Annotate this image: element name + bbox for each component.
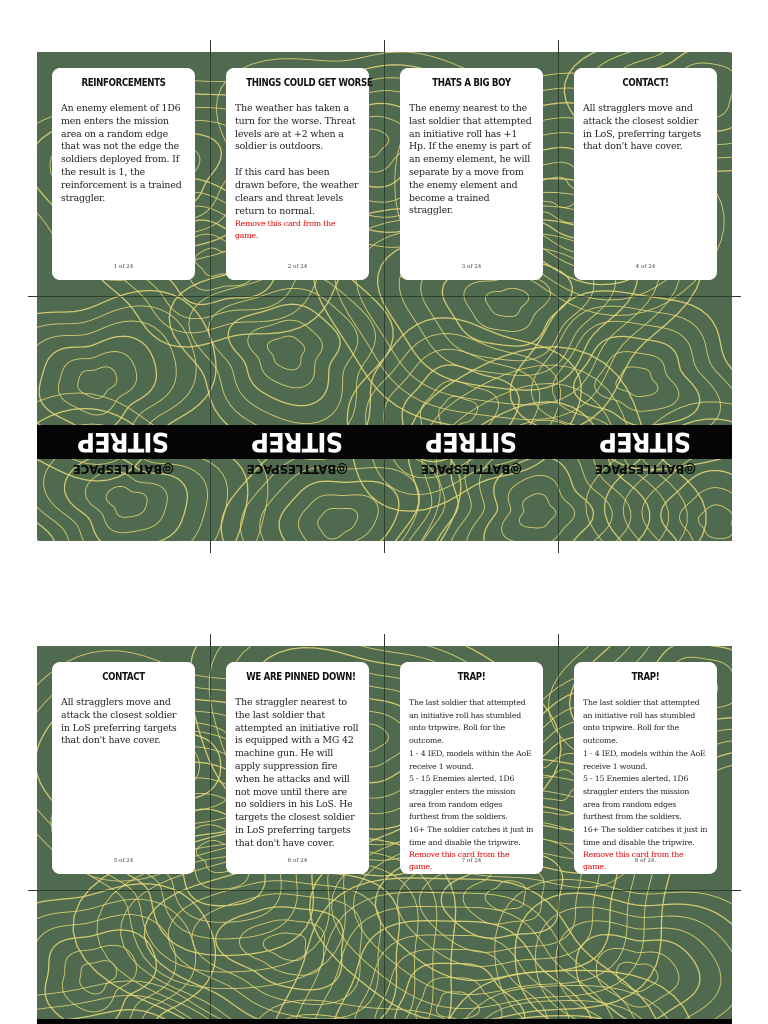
brand-wordmark [559,425,732,459]
card-text: An enemy element of 1D6 men enters the mission area on a random edge that was not the edge the soldiers deployed from. If the result is 1, the reinforcement is a trained straggler. [61,103,182,204]
contour-line [37,899,196,1024]
card-title: REINFORCEMENTS [81,77,166,89]
card-body [61,697,186,748]
event-card [52,662,195,874]
event-card [400,662,543,874]
card-text: The enemy nearest to the last soldier that attempted an initiative roll has +1 Hp. If the enemy is part of an enemy element, he will separate by a move from the enemy element and become a trained straggler. [409,103,532,217]
remove-card-note: Remove this card from the game. [583,850,684,872]
brand-word-text: SITREP [78,426,169,458]
brand-word-text: SITREP [252,426,343,458]
card-text: 1 - 4 IED, models within the AoE receive 1 wound. [583,748,706,771]
crop-mark [384,634,385,646]
brand-wordmark [385,425,558,459]
contour-line [168,881,381,1019]
contour-line [248,320,323,388]
crop-mark [732,296,741,297]
fold-line [210,646,211,1024]
card-number: 6 of 24 [287,858,308,864]
card-body [583,697,708,873]
contour-line [298,495,378,541]
card-number: 4 of 24 [635,264,656,270]
card-text: 16+ The soldier catches it just in time and disable the tripwire. [409,825,534,847]
card-text: 5 - 15 Enemies alerted, 1D6 straggler enters the mission area from random edges furthest from the soldiers. [409,774,516,822]
crop-mark [558,40,559,52]
card-body [235,697,360,851]
contour-line [596,948,679,1007]
card-number: 3 of 24 [461,264,482,270]
card-title: CONTACT [102,671,145,683]
contour-line [552,321,720,440]
card-text: All stragglers move and attack the closest soldier in LoS, preferring targets that don't have cover. [583,103,702,153]
fold-line [37,890,732,891]
card-text: 5 - 15 Enemies alerted, 1D6 straggler enters the mission area from random edges furthest from the soldiers. [583,774,690,822]
brand-wordmark [37,425,210,459]
card-title: CONTACT! [622,77,669,89]
card-text: The weather has taken a turn for the worse. Threat levels are at +2 when a soldier is outdoors. [235,103,356,153]
crop-mark [210,634,211,646]
event-card [52,68,195,280]
card-number: 7 of 24 [461,858,482,864]
publisher-logo [559,460,732,478]
brand-word-text: SITREP [426,426,517,458]
card-text: The last soldier that attempted an initiative roll has stumbled onto tripwire. Roll for the outcome. [409,698,526,746]
contour-line [502,475,575,541]
contour-line [335,970,705,1024]
contour-line [228,304,340,406]
contour-line [267,336,304,370]
publisher-logo [211,460,384,478]
card-body [61,103,186,205]
contour-line [80,961,117,994]
publisher-text: @BATTLESPACE [594,462,697,476]
crop-mark [28,296,37,297]
contour-line [519,494,556,528]
publisher-logo [37,460,210,478]
crop-mark [28,890,37,891]
contour-line [240,920,325,975]
contour-line [279,481,399,541]
event-card [400,68,543,280]
contour-line [144,868,399,1024]
card-sheet-bottom [37,646,732,1024]
card-text: The last soldier that attempted an initiative roll has stumbled onto tripwire. Roll for the outcome. [583,698,700,746]
card-text: 16+ The soldier catches it just in time and disable the tripwire. [583,825,708,847]
card-title: THATS A BIG BOY [432,77,511,89]
fold-line [384,646,385,1024]
brand-word-text: SITREP [600,426,691,458]
fold-line [558,646,559,1024]
contour-line [121,855,419,1024]
card-body [409,103,534,218]
publisher-text: @BATTLESPACE [72,462,175,476]
contour-line [464,275,551,332]
crop-mark [210,40,211,52]
contour-line [62,945,136,1012]
card-text: All stragglers move and attack the closest soldier in LoS preferring targets that don't have cover. [61,697,177,747]
card-sheet-top [37,52,732,541]
fold-line [37,296,732,297]
crop-mark [210,541,211,553]
brand-band [37,1019,732,1024]
contour-line [39,336,156,431]
card-text: The straggler nearest to the last soldier that attempted an initiative roll is equipped with a MG 42 machine gun. He will apply suppression fire when he attacks and will not move until there are no soldiers in his LoS. He targets the closest soldier in LoS preferring targets that don't have cover. [235,697,359,849]
publisher-logo [385,460,558,478]
card-body [235,103,360,242]
crop-mark [384,40,385,52]
event-card [226,662,369,874]
contour-line [260,468,420,542]
event-card [574,662,717,874]
crop-mark [558,634,559,646]
contour-line [85,471,167,533]
event-card [226,68,373,280]
card-title: TRAP! [457,671,486,683]
remove-card-note: Remove this card from the game. [409,850,510,872]
contour-line [216,907,344,990]
card-title: TRAP! [631,671,660,683]
card-body [409,697,534,873]
card-text: 1 - 4 IED, models within the AoE receive 1 wound. [409,748,532,771]
brand-wordmark [211,425,384,459]
publisher-text: @BATTLESPACE [420,462,523,476]
card-text: If this card has been drawn before, the weather clears and threat levels return to normal. [235,167,359,217]
card-number: 1 of 24 [113,264,134,270]
crop-mark [732,890,741,891]
event-card [574,68,717,280]
crop-mark [558,541,559,553]
remove-card-note: Remove this card from the game. [235,219,336,241]
card-number: 5 of 24 [113,858,134,864]
crop-mark [384,541,385,553]
card-number: 2 of 24 [287,264,308,270]
contour-line [263,933,306,961]
card-title: THINGS COULD GET WORSE [246,77,373,89]
contour-line [576,935,700,1023]
card-title: WE ARE PINNED DOWN! [246,671,356,683]
card-number: 8 of 24. [634,858,657,864]
contour-line [318,508,358,539]
contour-line [485,881,525,910]
contour-line [106,486,147,517]
contour-line [485,288,528,316]
card-body [583,103,708,154]
publisher-text: @BATTLESPACE [246,462,349,476]
